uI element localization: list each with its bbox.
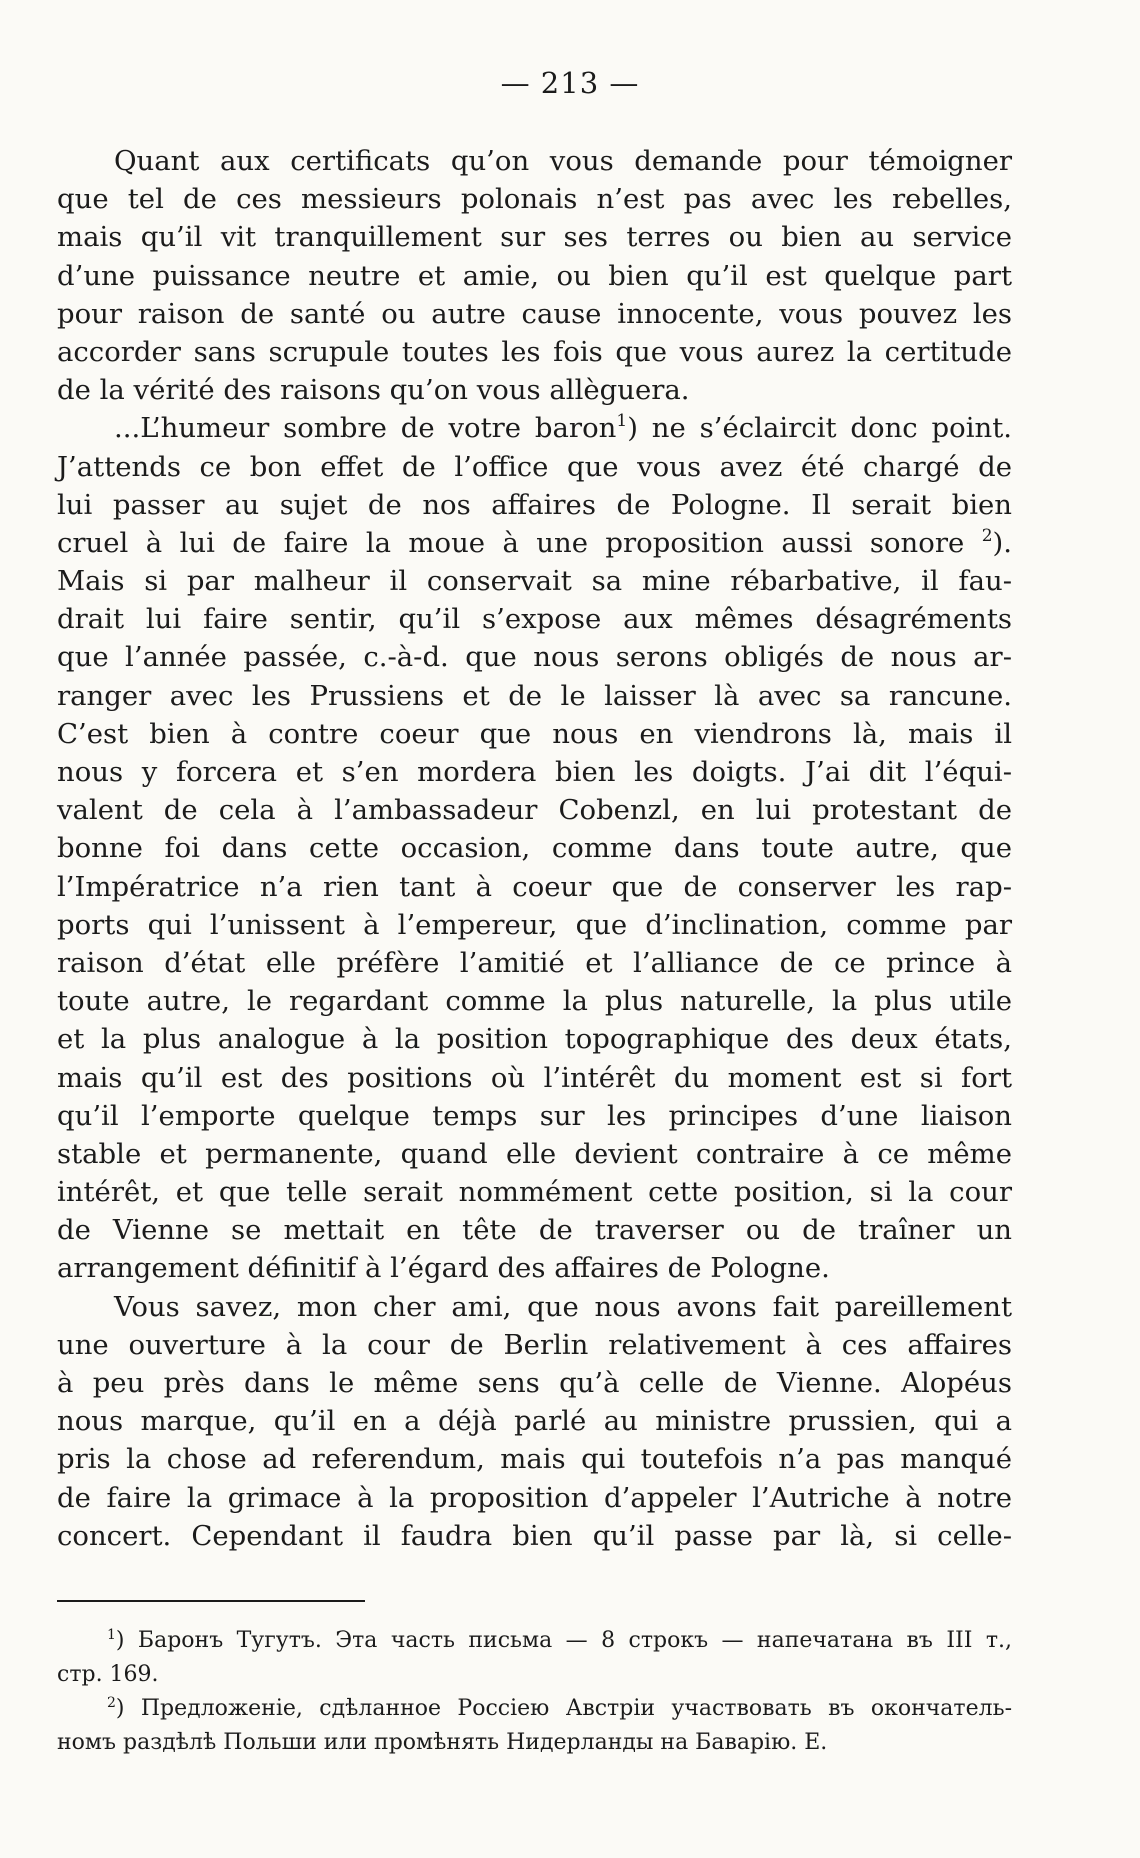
text-line: que tel de ces messieurs polonais n’est pas avec les rebelles, — [57, 183, 1012, 216]
text-line: Mais si par malheur il conservait sa mine rébarbative, il fau- — [57, 565, 1012, 598]
text-line: une ouverture à la cour de Berlin relativement à ces affaires — [57, 1328, 1012, 1361]
text-line: Vous savez, mon cher ami, que nous avons fait pareillement — [114, 1290, 1012, 1323]
text-line: raison d’état elle préfère l’amitié et l’alliance de ce prince à — [57, 946, 1012, 979]
text-line: mais qu’il est des positions où l’intérêt du moment est si fort — [57, 1061, 1012, 1094]
text-line: accorder sans scrupule toutes les fois que vous aurez la certitude — [57, 335, 1012, 368]
text-line: pris la chose ad referendum, mais qui toutefois n’a pas manqué — [57, 1443, 1012, 1476]
text-line: de la vérité des raisons qu’on vous allèguera. — [57, 374, 690, 407]
text-line: bonne foi dans cette occasion, comme dans toute autre, que — [57, 832, 1012, 865]
text-line: mais qu’il vit tranquillement sur ses terres ou bien au service — [57, 221, 1012, 254]
footnote-ref-close: ) — [992, 526, 1004, 559]
footnote-1-mark: 1 — [107, 1627, 116, 1643]
footnote-divider — [57, 1600, 365, 1602]
text-line: et la plus analogue à la position topographique des deux états, — [57, 1023, 1012, 1056]
footnote-1-cont: стр. 169. — [57, 1662, 159, 1687]
footnote-2-cont: номъ раздѣлѣ Польши или промѣнять Нидерланды на Баварію. Е. — [57, 1730, 828, 1755]
footnote-ref-1[interactable]: 1 — [616, 411, 628, 432]
text-segment: cruel à lui de faire la moue à une proposition aussi sonore — [57, 526, 965, 559]
text-line: concert. Cependant il faudra bien qu’il passe par là, si celle- — [57, 1519, 1012, 1552]
text-line: valent de cela à l’ambassadeur Cobenzl, en lui protestant de — [57, 794, 1012, 827]
page-number: — 213 — — [500, 66, 640, 100]
footnote-1-text: ) Баронъ Тугутъ. Эта часть письма — 8 строкъ — напечатана въ III т., — [115, 1628, 1012, 1653]
text-line: à peu près dans le même sens qu’à celle de Vienne. Alopéus — [57, 1367, 1012, 1399]
text-line-with-footnote — [57, 524, 1012, 562]
text-line: nous y forcera et s’en mordera bien les doigts. J’ai dit l’équi- — [57, 756, 1012, 788]
text-line: de faire la grimace à la proposition d’appeler l’Autriche à notre — [57, 1481, 1012, 1514]
text-line: qu’il l’emporte quelque temps sur les principes d’une liaison — [57, 1099, 1012, 1132]
footnote-2-text: ) Предложеніе, сдѣланное Россіею Австріи участвовать въ окончатель- — [115, 1696, 1012, 1721]
text-line: ranger avec les Prussiens et de le laisser là avec sa rancune. — [57, 679, 1012, 712]
footnote-2-mark: 2 — [107, 1695, 116, 1711]
footnote-ref-2[interactable]: 2 — [981, 525, 993, 546]
text-line: toute autre, le regardant comme la plus naturelle, la plus utile — [57, 985, 1012, 1018]
text-line: ports qui l’unissent à l’empereur, que d’inclination, comme par — [57, 908, 1012, 941]
text-line: l’Impératrice n’a rien tant à coeur que de conserver les rap- — [57, 870, 1012, 903]
text-line: drait lui faire sentir, qu’il s’expose aux mêmes désagréments — [57, 603, 1012, 636]
text-line: Quant aux certificats qu’on vous demande pour témoigner — [114, 145, 1012, 177]
text-line: nous marque, qu’il en a déjà parlé au ministre prussien, qui a — [57, 1405, 1012, 1438]
text-segment: ...L’humeur sombre de votre baron — [114, 412, 617, 445]
footnote-1 — [57, 1624, 1012, 1658]
text-line: pour raison de santé ou autre cause innocente, vous pouvez les — [57, 297, 1012, 330]
text-line: lui passer au sujet de nos affaires de Pologne. Il serait bien — [57, 488, 1012, 521]
footnote-2 — [57, 1692, 1012, 1726]
text-segment: . — [1003, 526, 1012, 559]
text-line: intérêt, et que telle serait nommément cette position, si la cour — [57, 1176, 1012, 1209]
text-line: que l’année passée, c.-à-d. que nous serons obligés de nous ar- — [57, 641, 1012, 674]
text-line-with-footnote — [57, 409, 1012, 447]
text-line: J’attends ce bon effet de l’office que vous avez été chargé de — [57, 450, 1012, 483]
footnote-ref-close: ) — [627, 412, 638, 445]
footnotes — [57, 1624, 1012, 1760]
main-text — [57, 142, 1012, 1555]
text-line: stable et permanente, quand elle devient contraire à ce même — [57, 1137, 1012, 1170]
text-segment: ne s’éclaircit donc point. — [637, 412, 1013, 445]
text-line: C’est bien à contre coeur que nous en viendrons là, mais il — [57, 717, 1012, 750]
text-line: arrangement définitif à l’égard des affaires de Pologne. — [57, 1252, 830, 1285]
text-line: d’une puissance neutre et amie, ou bien qu’il est quelque part — [57, 259, 1012, 292]
text-line: de Vienne se mettait en tête de traverser ou de traîner un — [57, 1214, 1012, 1247]
